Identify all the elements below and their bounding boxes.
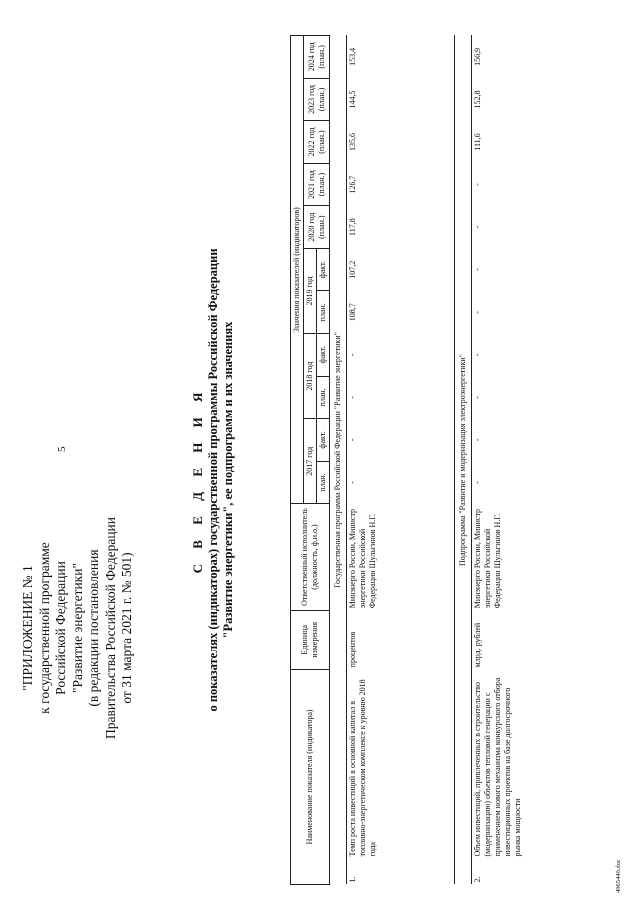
value-2020: - [473, 225, 482, 229]
appendix-line: к государственной программе [36, 542, 52, 714]
document-heading [190, 100, 236, 860]
appendix-block [20, 478, 136, 778]
table-row [472, 36, 525, 885]
row-indicator-name: Темп роста инвестиций в основной капитал в топливно-энергетическом комплексе к уровню 2018 года [348, 679, 377, 857]
value-2019-fact: - [473, 268, 482, 272]
col-header-name: Наименование показателя (индикатора) [291, 669, 330, 884]
col-header-2017: 2017 год [304, 419, 317, 504]
appendix-line: Российской Федерации [53, 561, 68, 695]
col-header-2022: 2022 год (план.) [304, 121, 330, 164]
page-number: 5 [56, 446, 68, 452]
footer-filename: 4965440.doc [615, 859, 622, 893]
row-responsible: Минэнерго России, Министр энергетики Российской Федерации Шульгинов Н.Г. [473, 508, 502, 609]
appendix-line: от 31 марта 2021 г. № 501) [119, 552, 134, 704]
value-2023: 152,8 [473, 90, 482, 109]
value-2017-plan: - [348, 481, 357, 484]
value-2020: 117,8 [348, 218, 357, 236]
col-header-2019: 2019 год [304, 248, 317, 333]
row-unit: процентов [348, 631, 357, 668]
indicators-table [290, 35, 524, 885]
section-subprogram: Подпрограмма "Развитие и модернизация электроэнергетики" [455, 36, 472, 885]
appendix-line: "ПРИЛОЖЕНИЕ № 1 [20, 565, 35, 691]
col-header-fact: факт. [317, 419, 330, 462]
value-2024: 156,9 [473, 47, 482, 66]
col-header-2024: 2024 год (план.) [304, 36, 330, 79]
document-subtitle-line1: о показателях (индикаторах) государственной программы Российской Федерации [206, 248, 220, 712]
value-2021: - [473, 183, 482, 186]
row-indicator-name: Объем инвестиций, привлеченных в строительство (модернизацию) объектов тепловой генерации с применением нового механизма конкурсного отбора инвестиционных проектов на базе долгосрочного рынка мощности [473, 677, 522, 857]
value-2017-fact: - [348, 438, 357, 442]
row-number: 2. [473, 876, 482, 883]
value-2018-fact: - [473, 353, 482, 357]
col-header-2018: 2018 год [304, 334, 317, 419]
row-responsible: Минэнерго России, Министр энергетики Российской Федерации Шульгинов Н.Г. [348, 508, 377, 609]
appendix-line: Правительства Российской Федерации [102, 517, 118, 739]
col-header-plan: план. [317, 376, 330, 419]
section-program: Государственная программа Российской Федерации "Развитие энергетики" [330, 36, 347, 885]
value-2017-fact: - [473, 438, 482, 442]
value-2019-plan: 108,7 [348, 303, 357, 322]
col-header-responsible: Ответственный исполнитель (должность, ф.и.о.) [291, 504, 330, 610]
col-header-fact: факт. [317, 248, 330, 291]
value-2018-fact: - [348, 353, 357, 357]
value-2024: 153,4 [348, 47, 357, 66]
row-number: 1. [348, 876, 357, 883]
table-row [347, 36, 455, 885]
appendix-line: "Развитие энергетики" [69, 563, 85, 693]
value-2022: 135,6 [348, 133, 357, 152]
col-header-plan: план. [317, 291, 330, 334]
col-header-fact: факт. [317, 334, 330, 377]
col-header-2021: 2021 год (план.) [304, 163, 330, 206]
col-header-2020: 2020 год (план.) [304, 206, 330, 249]
value-2022: 111,6 [473, 133, 482, 151]
col-header-unit: Единица измерения [291, 610, 330, 669]
col-header-2023: 2023 год (план.) [304, 78, 330, 121]
col-header-plan: план. [317, 461, 330, 504]
value-2019-plan: - [473, 310, 482, 314]
row-unit: млрд. рублей [473, 622, 482, 668]
appendix-line: (в редакции постановления [86, 549, 101, 707]
value-2018-plan: - [348, 396, 357, 399]
value-2021: 126,7 [348, 175, 357, 194]
col-header-values: Значения показателей (индикаторов) [291, 36, 304, 504]
document-title: С В Е Д Е Н И Я [190, 386, 205, 574]
value-2019-fact: 107,2 [348, 260, 357, 279]
value-2018-plan: - [473, 396, 482, 399]
document-subtitle-line2: "Развитие энергетики", ее подпрограмм и их значениях [221, 321, 235, 639]
value-2017-plan: - [473, 481, 482, 484]
value-2023: 144,5 [348, 90, 357, 109]
